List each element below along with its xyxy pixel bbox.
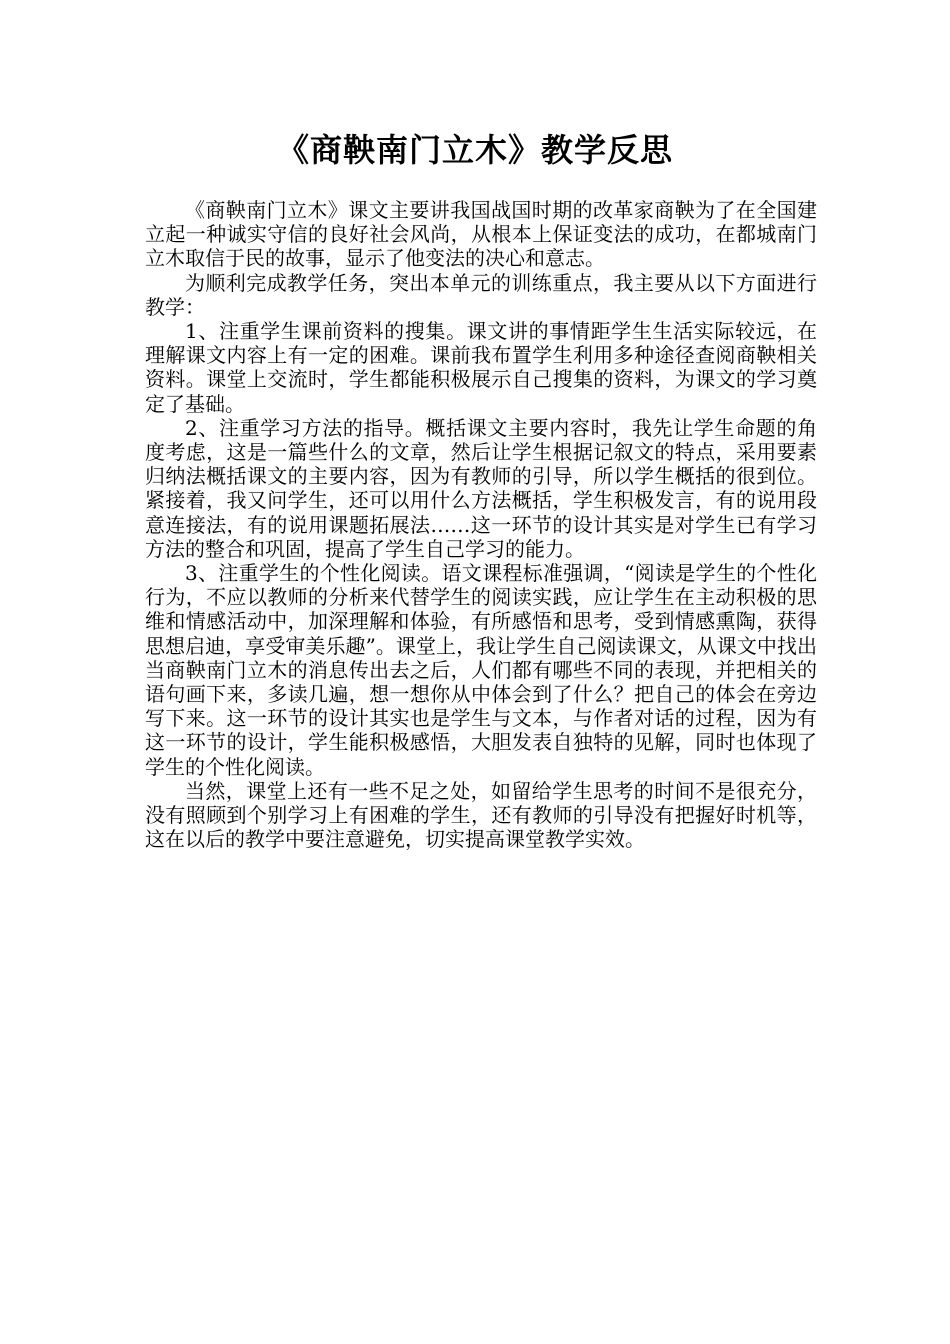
document-body xyxy=(145,198,817,851)
paragraph-point-1: 1、注重学生课前资料的搜集。课文讲的事情距学生生活实际较远，在理解课文内容上有一定的困难。课前我布置学生利用多种途径查阅商鞅相关资料。课堂上交流时，学生都能积极展示自己搜集的资料，为课文的学习奠定了基础。 xyxy=(145,319,817,416)
paragraph-intro: 《商鞅南门立木》课文主要讲我国战国时期的改革家商鞅为了在全国建立起一种诚实守信的良好社会风尚，从根本上保证变法的成功，在都城南门立木取信于民的故事，显示了他变法的决心和意志。 xyxy=(145,198,817,271)
paragraph-conclusion: 当然，课堂上还有一些不足之处，如留给学生思考的时间不是很充分，没有照顾到个别学习上有困难的学生，还有教师的引导没有把握好时机等，这在以后的教学中要注意避免，切实提高课堂教学实效。 xyxy=(145,778,817,852)
document-title: 《商鞅南门立木》教学反思 xyxy=(276,131,673,169)
paragraph-approach: 为顺利完成教学任务，突出本单元的训练重点，我主要从以下方面进行教学： xyxy=(145,270,817,319)
paragraph-point-3: 3、注重学生的个性化阅读。语文课程标准强调，“阅读是学生的个性化行为，不应以教师的分析来代替学生的阅读实践，应让学生在主动积极的思维和情感活动中，加深理解和体验，有所感悟和思考，受到情感熏陶，获得思想启迪，享受审美乐趣”。课堂上，我让学生自己阅读课文，从课文中找出当商鞅南门立木的消息传出去之后，人们都有哪些不同的表现，并把相关的语句画下来，多读几遍，想一想你从中体会到了什么？把自己的体会在旁边写下来。这一环节的设计其实也是学生与文本，与作者对话的过程，因为有这一环节的设计，学生能积极感悟，大胆发表自独特的见解，同时也体现了学生的个性化阅读。 xyxy=(145,561,817,779)
paragraph-point-2: 2、注重学习方法的指导。概括课文主要内容时，我先让学生命题的角度考虑，这是一篇些什么的文章，然后让学生根据记叙文的特点，采用要素归纳法概括课文的主要内容，因为有教师的引导，所以学生概括的很到位。紧接着，我又问学生，还可以用什么方法概括，学生积极发言，有的说用段意连接法，有的说用课题拓展法……这一环节的设计其实是对学生已有学习方法的整合和巩固，提高了学生自己学习的能力。 xyxy=(145,415,817,561)
